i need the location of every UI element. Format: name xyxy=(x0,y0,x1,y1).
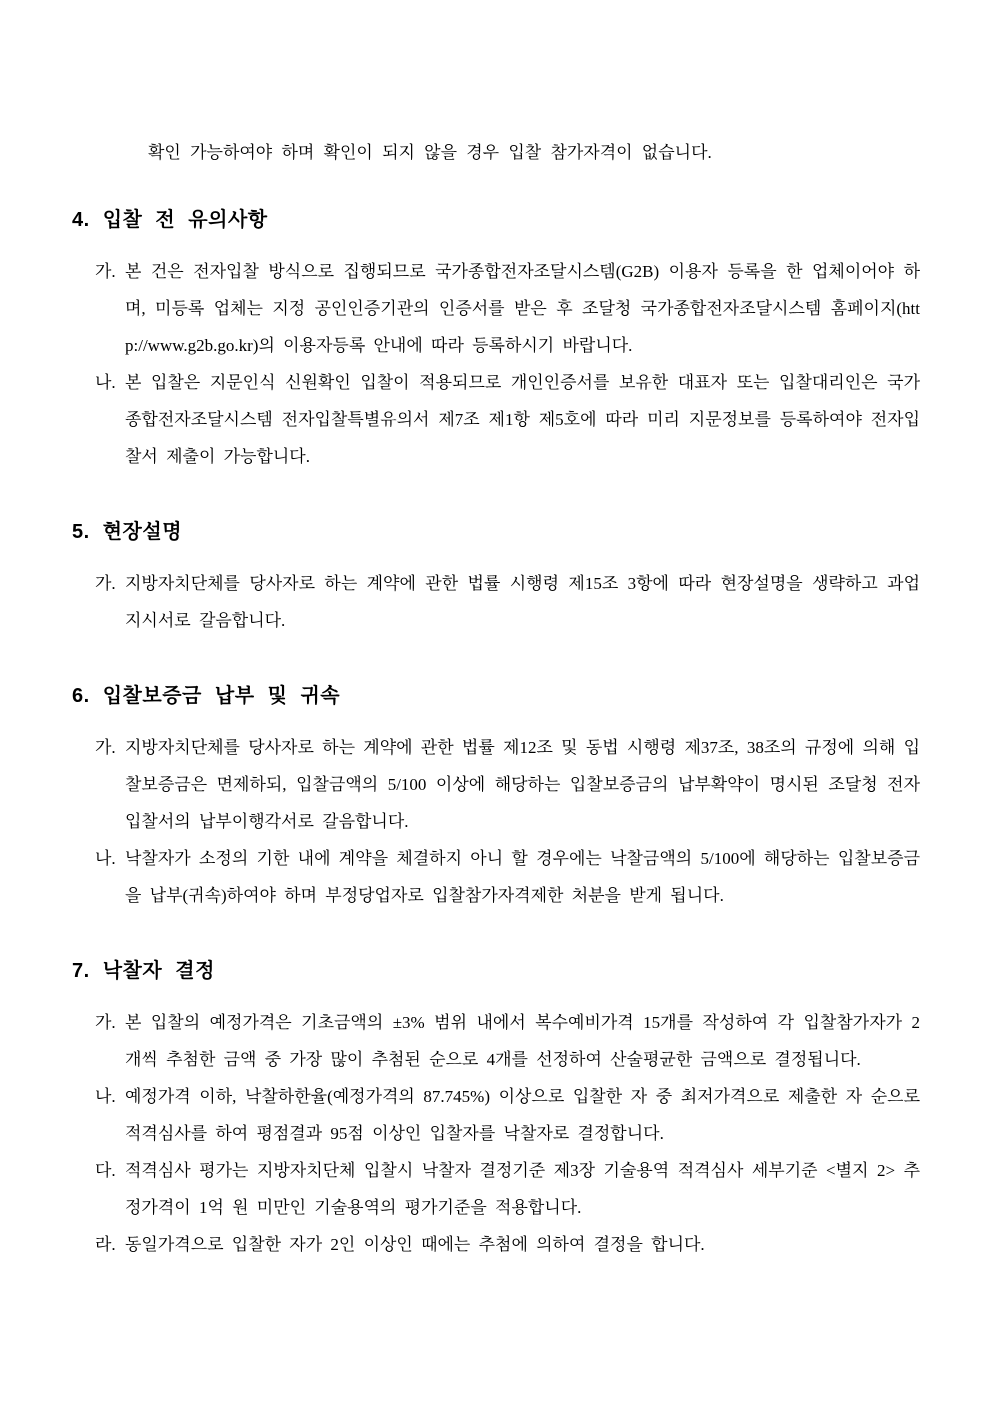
list-item-label: 나. xyxy=(95,1087,116,1106)
section-heading: 4. 입찰 전 유의사항 xyxy=(72,209,268,231)
list-item-label: 다. xyxy=(95,1161,116,1180)
list-item xyxy=(95,253,920,364)
list-item-text: 본 입찰의 예정가격은 기초금액의 ±3% 범위 내에서 복수예비가격 15개를 작성하여 각 입찰참가자가 2개씩 추첨한 금액 중 가장 많이 추첨된 순으로 4개를 선정하여 산술평균한 금액으로 결정됩니다. xyxy=(125,1013,920,1069)
list-item xyxy=(95,1226,920,1263)
list-item-text: 지방자치단체를 당사자로 하는 계약에 관한 법률 제12조 및 동법 시행령 제37조, 38조의 규정에 의해 입찰보증금은 면제하되, 입찰금액의 5/100 이상에 해당하는 입찰보증금의 납부확약이 명시된 조달청 전자입찰서의 납부이행각서로 갈음합니다. xyxy=(125,738,920,831)
list-item-text: 낙찰자가 소정의 기한 내에 계약을 체결하지 아니 할 경우에는 낙찰금액의 5/100에 해당하는 입찰보증금을 납부(귀속)하여야 하며 부정당업자로 입찰참가자격제한 처분을 받게 됩니다. xyxy=(125,849,920,905)
list-item xyxy=(95,840,920,914)
list-item-label: 라. xyxy=(95,1235,116,1254)
section-winner-decision xyxy=(72,959,920,1263)
section-bid-bond xyxy=(72,684,920,914)
list-item-text: 적격심사 평가는 지방자치단체 입찰시 낙찰자 결정기준 제3장 기술용역 적격심사 세부기준 <별지 2> 추정가격이 1억 원 미만인 기술용역의 평가기준을 적용합니다. xyxy=(125,1161,920,1217)
list-item-label: 가. xyxy=(95,738,116,757)
list-item-label: 나. xyxy=(95,849,116,868)
list-item-text: 예정가격 이하, 낙찰하한율(예정가격의 87.745%) 이상으로 입찰한 자 중 최저가격으로 제출한 자 순으로 적격심사를 하여 평점결과 95점 이상인 입찰자를 낙찰자로 결정합니다. xyxy=(125,1087,920,1143)
list-item-text: 동일가격으로 입찰한 자가 2인 이상인 때에는 추첨에 의하여 결정을 합니다. xyxy=(125,1235,705,1254)
list-item-label: 나. xyxy=(95,373,116,392)
list-item xyxy=(95,1004,920,1078)
list-item xyxy=(95,729,920,840)
section-items xyxy=(95,729,920,914)
list-item xyxy=(95,364,920,475)
list-item xyxy=(95,1152,920,1226)
section-site-briefing xyxy=(72,520,920,639)
list-item xyxy=(95,1078,920,1152)
section-items xyxy=(95,1004,920,1263)
section-heading: 6. 입찰보증금 납부 및 귀속 xyxy=(72,685,341,707)
list-item-label: 가. xyxy=(95,574,116,593)
list-item xyxy=(95,565,920,639)
list-item-label: 가. xyxy=(95,1013,116,1032)
list-item-text: 본 건은 전자입찰 방식으로 집행되므로 국가종합전자조달시스템(G2B) 이용자 등록을 한 업체이어야 하며, 미등록 업체는 지정 공인인증기관의 인증서를 받은 후 조달청 국가종합전자조달시스템 홈페이지(http://www.g2b.go.kr)의 이용자등록 안내에 따라 등록하시기 바랍니다. xyxy=(125,262,920,355)
intro-paragraph: 확인 가능하여야 하며 확인이 되지 않을 경우 입찰 참가자격이 없습니다. xyxy=(148,143,712,162)
section-bid-precautions xyxy=(72,208,920,475)
section-items xyxy=(95,565,920,639)
list-item-text: 지방자치단체를 당사자로 하는 계약에 관한 법률 시행령 제15조 3항에 따라 현장설명을 생략하고 과업지시서로 갈음합니다. xyxy=(125,574,920,630)
section-heading: 7. 낙찰자 결정 xyxy=(72,960,215,982)
section-items xyxy=(95,253,920,475)
list-item-label: 가. xyxy=(95,262,116,281)
list-item-text: 본 입찰은 지문인식 신원확인 입찰이 적용되므로 개인인증서를 보유한 대표자 또는 입찰대리인은 국가종합전자조달시스템 전자입찰특별유의서 제7조 제1항 제5호에 따라 미리 지문정보를 등록하여야 전자입찰서 제출이 가능합니다. xyxy=(125,373,920,466)
section-heading: 5. 현장설명 xyxy=(72,521,183,543)
